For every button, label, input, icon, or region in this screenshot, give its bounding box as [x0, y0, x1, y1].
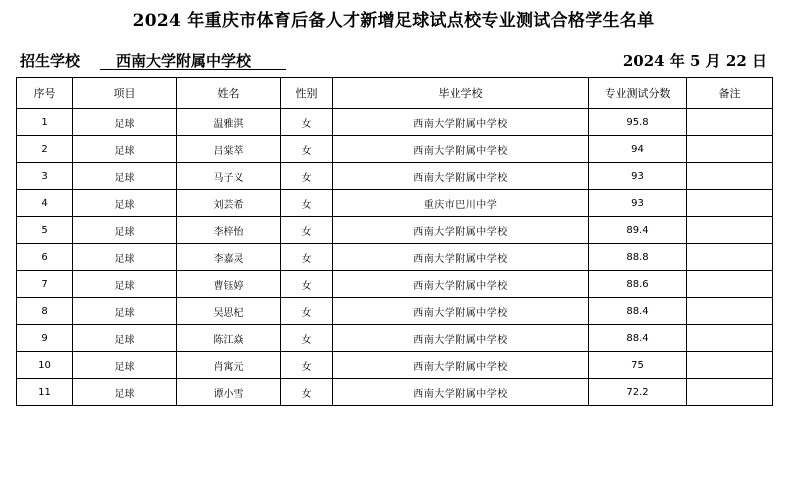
- table-row: [17, 109, 773, 136]
- cell-remarks: [687, 352, 773, 379]
- cell-remarks: [687, 379, 773, 406]
- table-row: [17, 136, 773, 163]
- table-row: [17, 217, 773, 244]
- cell-remarks: [687, 136, 773, 163]
- cell-item: 足球: [73, 379, 177, 406]
- table-row: [17, 190, 773, 217]
- column-header-item: 项目: [73, 78, 177, 109]
- cell-number: 11: [17, 379, 73, 406]
- cell-number: 8: [17, 298, 73, 325]
- cell-test-score: 75: [589, 352, 687, 379]
- cell-name: 吕棠萃: [177, 136, 281, 163]
- cell-item: 足球: [73, 352, 177, 379]
- cell-number: 1: [17, 109, 73, 136]
- cell-gender: 女: [281, 136, 333, 163]
- cell-name: 谭小雪: [177, 379, 281, 406]
- column-header-number: 序号: [17, 78, 73, 109]
- cell-item: 足球: [73, 298, 177, 325]
- cell-gender: 女: [281, 217, 333, 244]
- cell-test-score: 88.6: [589, 271, 687, 298]
- table-row: [17, 244, 773, 271]
- cell-number: 4: [17, 190, 73, 217]
- cell-remarks: [687, 244, 773, 271]
- cell-gender: 女: [281, 271, 333, 298]
- cell-name: 马子义: [177, 163, 281, 190]
- cell-graduation-school: 西南大学附属中学校: [333, 109, 589, 136]
- cell-test-score: 72.2: [589, 379, 687, 406]
- table-body: [17, 109, 773, 406]
- cell-name: 陈江焱: [177, 325, 281, 352]
- cell-item: 足球: [73, 244, 177, 271]
- cell-gender: 女: [281, 190, 333, 217]
- cell-remarks: [687, 325, 773, 352]
- cell-item: 足球: [73, 163, 177, 190]
- cell-graduation-school: 西南大学附属中学校: [333, 271, 589, 298]
- table-header-row: [17, 78, 773, 109]
- cell-gender: 女: [281, 379, 333, 406]
- cell-number: 3: [17, 163, 73, 190]
- cell-name: 李嘉灵: [177, 244, 281, 271]
- cell-name: 曹钰婷: [177, 271, 281, 298]
- cell-item: 足球: [73, 271, 177, 298]
- cell-number: 5: [17, 217, 73, 244]
- cell-test-score: 93: [589, 163, 687, 190]
- cell-gender: 女: [281, 298, 333, 325]
- column-header-graduation-school: 毕业学校: [333, 78, 589, 109]
- cell-graduation-school: 西南大学附属中学校: [333, 379, 589, 406]
- table-row: [17, 352, 773, 379]
- column-header-test-score: 专业测试分数: [589, 78, 687, 109]
- enrolling-school-name: 西南大学附属中学校: [100, 50, 286, 70]
- table-row: [17, 325, 773, 352]
- cell-gender: 女: [281, 109, 333, 136]
- cell-graduation-school: 西南大学附属中学校: [333, 244, 589, 271]
- table-row: [17, 163, 773, 190]
- table-row: [17, 298, 773, 325]
- column-header-name: 姓名: [177, 78, 281, 109]
- column-header-gender: 性别: [281, 78, 333, 109]
- cell-remarks: [687, 298, 773, 325]
- cell-item: 足球: [73, 190, 177, 217]
- cell-graduation-school: 西南大学附属中学校: [333, 352, 589, 379]
- cell-number: 6: [17, 244, 73, 271]
- cell-gender: 女: [281, 352, 333, 379]
- cell-remarks: [687, 271, 773, 298]
- cell-number: 10: [17, 352, 73, 379]
- cell-graduation-school: 西南大学附属中学校: [333, 298, 589, 325]
- cell-test-score: 88.4: [589, 325, 687, 352]
- cell-remarks: [687, 190, 773, 217]
- cell-graduation-school: 重庆市巴川中学: [333, 190, 589, 217]
- column-header-remarks: 备注: [687, 78, 773, 109]
- cell-graduation-school: 西南大学附属中学校: [333, 163, 589, 190]
- cell-name: 温雅淇: [177, 109, 281, 136]
- cell-item: 足球: [73, 109, 177, 136]
- document-date: 2024 年 5 月 22 日: [622, 52, 767, 70]
- cell-gender: 女: [281, 163, 333, 190]
- cell-test-score: 95.8: [589, 109, 687, 136]
- table-row: [17, 271, 773, 298]
- cell-remarks: [687, 217, 773, 244]
- page-title: 2024 年重庆市体育后备人才新增足球试点校专业测试合格学生名单: [132, 11, 655, 31]
- cell-item: 足球: [73, 217, 177, 244]
- cell-graduation-school: 西南大学附属中学校: [333, 217, 589, 244]
- cell-name: 刘芸希: [177, 190, 281, 217]
- cell-test-score: 93: [589, 190, 687, 217]
- cell-number: 2: [17, 136, 73, 163]
- cell-item: 足球: [73, 325, 177, 352]
- cell-name: 肖寓元: [177, 352, 281, 379]
- table-row: [17, 379, 773, 406]
- cell-gender: 女: [281, 325, 333, 352]
- cell-number: 9: [17, 325, 73, 352]
- cell-remarks: [687, 109, 773, 136]
- cell-test-score: 89.4: [589, 217, 687, 244]
- cell-number: 7: [17, 271, 73, 298]
- cell-test-score: 88.4: [589, 298, 687, 325]
- cell-name: 李梓怡: [177, 217, 281, 244]
- cell-test-score: 94: [589, 136, 687, 163]
- cell-test-score: 88.8: [589, 244, 687, 271]
- cell-remarks: [687, 163, 773, 190]
- cell-name: 吴思杞: [177, 298, 281, 325]
- qualified-students-table: [16, 77, 773, 406]
- cell-graduation-school: 西南大学附属中学校: [333, 325, 589, 352]
- cell-graduation-school: 西南大学附属中学校: [333, 136, 589, 163]
- cell-item: 足球: [73, 136, 177, 163]
- cell-gender: 女: [281, 244, 333, 271]
- enrolling-school-label: 招生学校: [20, 52, 81, 70]
